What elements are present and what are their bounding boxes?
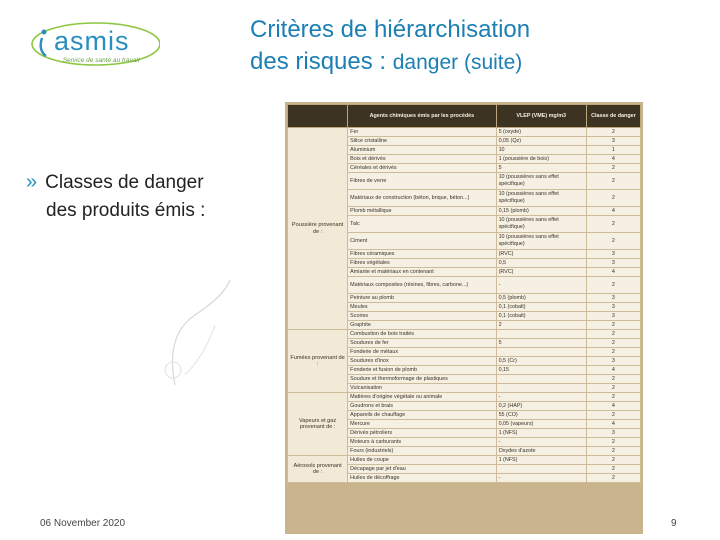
watermark-graphic (155, 275, 245, 395)
table-header-row (288, 105, 641, 128)
vlep-cell: (RVC) (496, 268, 586, 277)
class-cell: 2 (586, 438, 640, 447)
class-cell: 4 (586, 402, 640, 411)
class-cell: 2 (586, 465, 640, 474)
vlep-cell: 5 (496, 339, 586, 348)
agent-cell: Aluminium (348, 146, 496, 155)
agent-cell: Dérivés pétroliers (348, 429, 496, 438)
class-cell: 3 (586, 259, 640, 268)
class-cell: 2 (586, 384, 640, 393)
title-line-1: Critères de hiérarchisation (250, 16, 531, 43)
class-cell: 2 (586, 277, 640, 294)
vlep-cell: 0,5 (496, 259, 586, 268)
class-cell: 2 (586, 173, 640, 190)
vlep-cell: 0,5 (Cr) (496, 357, 586, 366)
class-cell: 2 (586, 393, 640, 402)
class-cell: 2 (586, 330, 640, 339)
class-cell: 2 (586, 216, 640, 233)
vlep-cell: 10 (poussières sans effet spécifique) (496, 190, 586, 207)
vlep-cell: 10 (poussières sans effet spécifique) (496, 173, 586, 190)
vlep-cell: 0,15 (plomb) (496, 207, 586, 216)
agent-cell: Peinture au plomb (348, 294, 496, 303)
agent-cell: Ciment (348, 233, 496, 250)
class-cell: 4 (586, 420, 640, 429)
agent-cell: Matériaux composites (résines, fibres, carbone...) (348, 277, 496, 294)
vlep-cell: 0,5 (plomb) (496, 294, 586, 303)
group-label: Aérosols provenant de : (288, 456, 348, 483)
class-cell: 2 (586, 447, 640, 456)
agent-cell: Céréales et dérivés (348, 164, 496, 173)
vlep-cell: Oxydes d'azote (496, 447, 586, 456)
agent-cell: Fonderie de métaux (348, 348, 496, 357)
agent-cell: Talc (348, 216, 496, 233)
agent-cell: Graphite (348, 321, 496, 330)
class-cell: 2 (586, 348, 640, 357)
vlep-cell: 1 (NFS) (496, 429, 586, 438)
agent-cell: Scories (348, 312, 496, 321)
vlep-cell (496, 375, 586, 384)
vlep-cell: 1 (poussière de bois) (496, 155, 586, 164)
bullet-marker: » (26, 171, 38, 193)
class-cell: 2 (586, 339, 640, 348)
vlep-cell: 0,2 (HAP) (496, 402, 586, 411)
table-row (288, 393, 641, 402)
vlep-cell: - (496, 474, 586, 483)
class-cell: 1 (586, 146, 640, 155)
slide-title (250, 14, 620, 79)
agent-cell: Moteurs à carburants (348, 438, 496, 447)
agent-cell: Combustion de bois traités (348, 330, 496, 339)
agent-cell: Huiles de coupe (348, 456, 496, 465)
class-cell: 2 (586, 411, 640, 420)
vlep-cell: 0,1 (cobalt) (496, 312, 586, 321)
class-cell: 2 (586, 190, 640, 207)
class-cell: 3 (586, 357, 640, 366)
agent-cell: Fours (industriels) (348, 447, 496, 456)
class-cell: 4 (586, 207, 640, 216)
bullet-point (26, 168, 266, 225)
vlep-cell (496, 465, 586, 474)
vlep-cell: 0,15 (496, 366, 586, 375)
class-cell: 2 (586, 321, 640, 330)
logo-tagline: Service de santé au travail (62, 57, 140, 64)
title-line-2 (250, 46, 620, 79)
vlep-cell: - (496, 277, 586, 294)
class-cell: 3 (586, 294, 640, 303)
group-label: Poussière provenant de : (288, 128, 348, 330)
group-label: Fumées provenant de : (288, 330, 348, 393)
class-cell: 4 (586, 268, 640, 277)
header-vlep: VLEP (VME) mg/m3 (496, 105, 586, 128)
vlep-cell (496, 330, 586, 339)
page-number: 9 (671, 518, 677, 529)
table-row (288, 456, 641, 465)
vlep-cell (496, 384, 586, 393)
vlep-cell: 10 (poussières sans effet spécifique) (496, 233, 586, 250)
agent-cell: Appareils de chauffage (348, 411, 496, 420)
bullet-line-1: Classes de danger (45, 172, 204, 193)
vlep-cell: 0,05 (vapeurs) (496, 420, 586, 429)
title-line-2b: danger (suite) (392, 51, 523, 74)
agent-cell: Huiles de décoffrage (348, 474, 496, 483)
agent-cell: Fibres de verre (348, 173, 496, 190)
class-cell: 4 (586, 366, 640, 375)
class-cell: 2 (586, 375, 640, 384)
vlep-cell (496, 348, 586, 357)
group-label: Vapeurs et gaz provenant de : (288, 393, 348, 456)
agent-cell: Silice cristalline (348, 137, 496, 146)
class-cell: 3 (586, 429, 640, 438)
table-row (288, 330, 641, 339)
vlep-cell: - (496, 438, 586, 447)
class-cell: 3 (586, 137, 640, 146)
vlep-cell: 1 (NFS) (496, 456, 586, 465)
table-body (288, 128, 641, 483)
agent-cell: Vulcanisation (348, 384, 496, 393)
agent-cell: Matériaux de construction (béton, brique, béton...) (348, 190, 496, 207)
agent-cell: Matières d'origine végétale ou animale (348, 393, 496, 402)
class-cell: 4 (586, 155, 640, 164)
vlep-cell: 0,1 (cobalt) (496, 303, 586, 312)
vlep-cell: 2 (496, 321, 586, 330)
header-class: Classe de danger (586, 105, 640, 128)
vlep-cell: 10 (poussières sans effet spécifique) (496, 216, 586, 233)
class-cell: 2 (586, 456, 640, 465)
agent-cell: Décapage par jet d'eau (348, 465, 496, 474)
danger-class-table (285, 102, 643, 534)
class-cell: 3 (586, 312, 640, 321)
class-cell: 2 (586, 233, 640, 250)
bullet-line-2: des produits émis : (46, 200, 206, 221)
agent-cell: Bois et dérivés (348, 155, 496, 164)
logo-text: asmis (54, 26, 130, 56)
header-empty (288, 105, 348, 128)
title-line-2a: des risques : (250, 48, 393, 75)
vlep-cell: (RVC) (496, 250, 586, 259)
agent-cell: Fer (348, 128, 496, 137)
agent-cell: Amiante et matériaux en contenant (348, 268, 496, 277)
agent-cell: Soudures d'inox (348, 357, 496, 366)
vlep-cell: 55 (CO) (496, 411, 586, 420)
footer-date: 06 November 2020 (40, 518, 126, 529)
agent-cell: Meules (348, 303, 496, 312)
header-agent: Agents chimiques émis par les procédés (348, 105, 496, 128)
vlep-cell: 10 (496, 146, 586, 155)
asmis-logo (28, 20, 160, 68)
agent-cell: Fibres céramiques (348, 250, 496, 259)
class-cell: 3 (586, 250, 640, 259)
vlep-cell: 0,05 (Qz) (496, 137, 586, 146)
vlep-cell: - (496, 393, 586, 402)
agent-cell: Fonderie et fusion de plomb (348, 366, 496, 375)
agent-cell: Soudures de fer (348, 339, 496, 348)
table-row (288, 128, 641, 137)
agent-cell: Soudure et thermoformage de plastiques (348, 375, 496, 384)
agent-cell: Plomb métallique (348, 207, 496, 216)
class-cell: 3 (586, 303, 640, 312)
agent-cell: Goudrons et brais (348, 402, 496, 411)
class-cell: 2 (586, 474, 640, 483)
vlep-cell: 5 (496, 164, 586, 173)
vlep-cell: 5 (oxyde) (496, 128, 586, 137)
agent-cell: Fibres végétales (348, 259, 496, 268)
class-cell: 2 (586, 164, 640, 173)
agent-cell: Mercure (348, 420, 496, 429)
class-cell: 2 (586, 128, 640, 137)
